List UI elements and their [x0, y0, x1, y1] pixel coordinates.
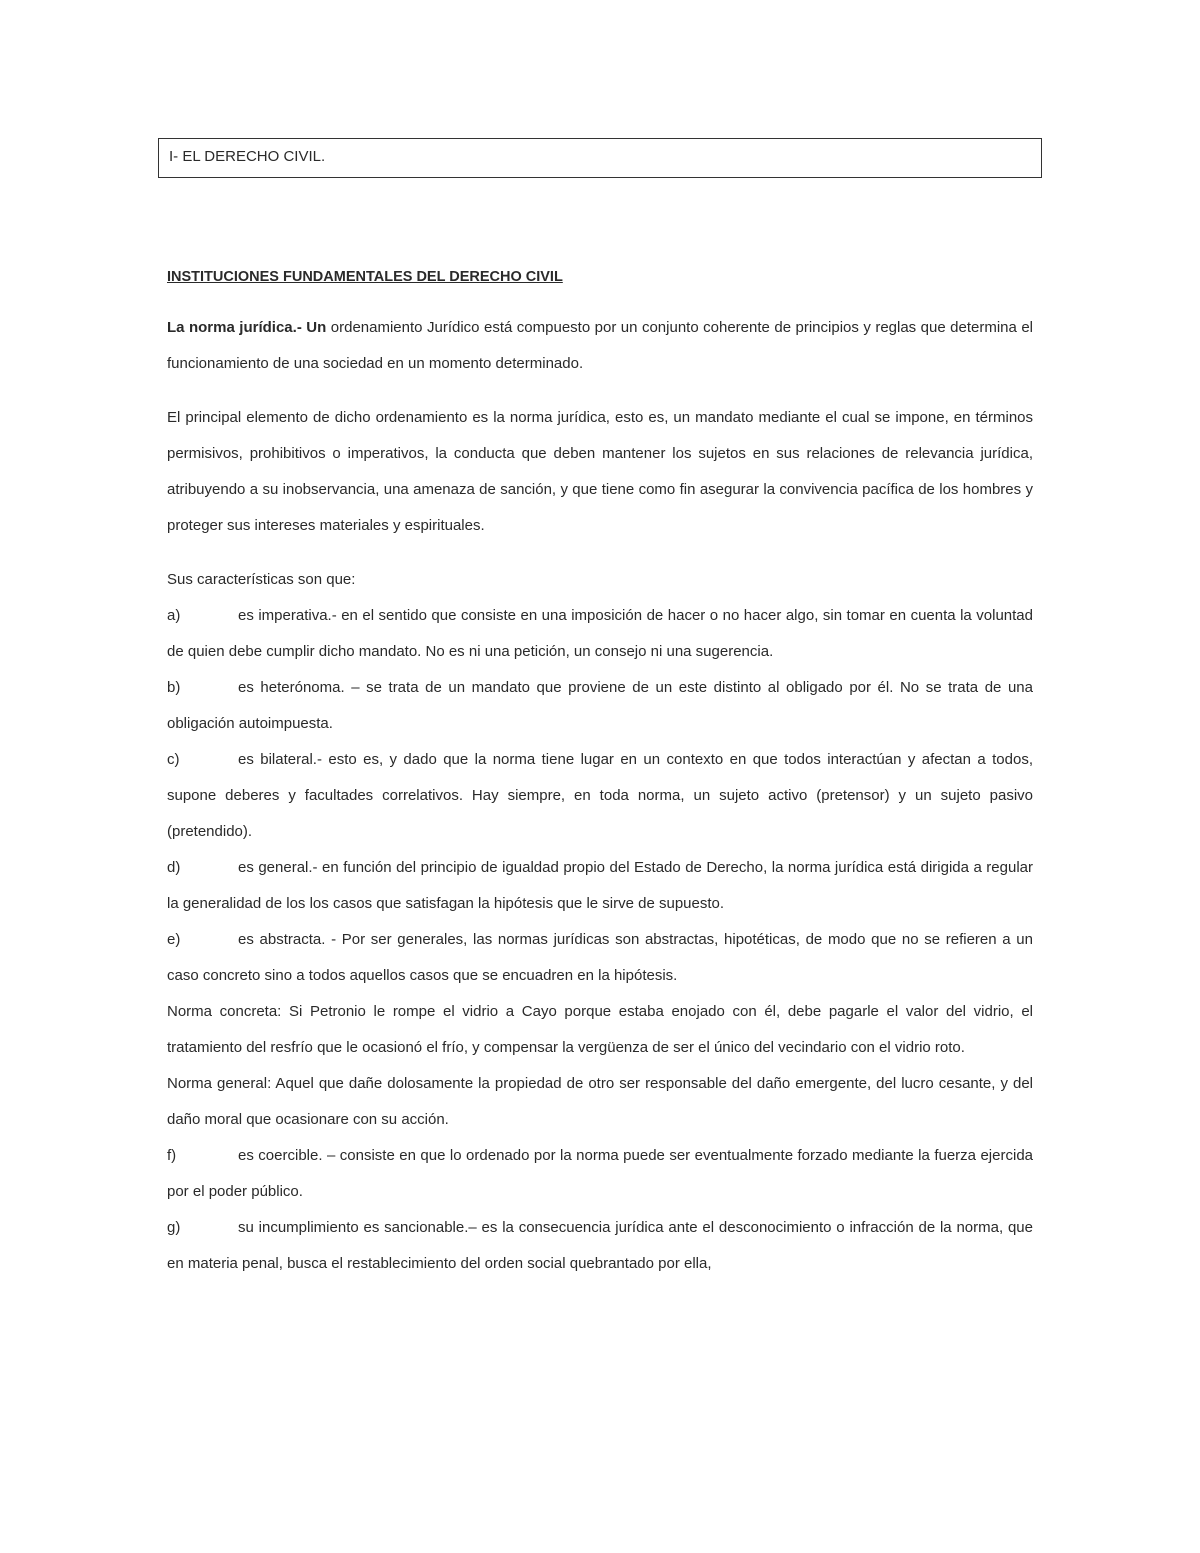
list-item-d: [167, 850, 1033, 922]
paragraph-lead: La norma jurídica.- Un: [167, 319, 327, 336]
list-item-f: [167, 1138, 1033, 1210]
paragraph-caracteristicas-intro: Sus características son que:: [167, 571, 356, 588]
list-item-text: es general.- en función del principio de igualdad propio del Estado de Derecho, la norma jurídica está dirigida a regular la generalidad de los los casos que satisfagan la hipótesis que le sirve de supuesto.: [167, 859, 1033, 912]
list-item-text: su incumplimiento es sancionable.– es la consecuencia jurídica ante el desconocimiento o infracción de la norma, que en materia penal, busca el restablecimiento del orden social quebrantado por ella,: [167, 1219, 1033, 1272]
list-marker: d): [167, 859, 181, 876]
list-marker: f): [167, 1147, 177, 1164]
list-marker: c): [167, 751, 180, 768]
paragraph-norma-juridica: [167, 310, 1033, 382]
list-marker: g): [167, 1219, 181, 1236]
section-title: INSTITUCIONES FUNDAMENTALES DEL DERECHO CIVIL: [167, 269, 563, 285]
list-item-g: [167, 1210, 1033, 1282]
list-item-a: [167, 598, 1033, 670]
list-item-text: es coercible. – consiste en que lo ordenado por la norma puede ser eventualmente forzado mediante la fuerza ejercida por el poder público.: [167, 1147, 1033, 1200]
paragraph-text: ordenamiento Jurídico está compuesto por un conjunto coherente de principios y reglas que determina el funcionamiento de una sociedad en un momento determinado.: [167, 319, 1034, 372]
list-item-c: [167, 742, 1033, 850]
list-marker: e): [167, 931, 181, 948]
list-item-text: es bilateral.- esto es, y dado que la norma tiene lugar en un contexto en que todos interactúan y afectan a todos, supone deberes y facultades correlativos. Hay siempre, en toda norma, un sujeto activo (pretensor) y un sujeto pasivo (pretendido).: [167, 751, 1033, 840]
chapter-header-text: I- EL DERECHO CIVIL.: [169, 148, 326, 165]
list-item-e: [167, 922, 1033, 994]
paragraph-elemento: El principal elemento de dicho ordenamiento es la norma jurídica, esto es, un mandato mediante el cual se impone, en términos permisivos, prohibitivos o imperativos, la conducta que deben mantener los sujetos en sus relaciones de relevancia jurídica, atribuyendo a su inobservancia, una amenaza de sanción, y que tiene como fin asegurar la convivencia pacífica de los hombres y proteger sus intereses materiales y espirituales.: [167, 409, 1033, 534]
list-marker: b): [167, 679, 181, 696]
list-marker: a): [167, 607, 181, 624]
chapter-header-box: [158, 138, 1042, 178]
example-norma-concreta: Norma concreta: Si Petronio le rompe el vidrio a Cayo porque estaba enojado con él, debe pagarle el valor del vidrio, el tratamiento del resfrío que le ocasionó el frío, y compensar la vergüenza de ser el único del vecindario con el vidrio roto.: [167, 1003, 1033, 1056]
list-item-text: es imperativa.- en el sentido que consiste en una imposición de hacer o no hacer algo, sin tomar en cuenta la voluntad de quien debe cumplir dicho mandato. No es ni una petición, un consejo ni una sugerencia.: [167, 607, 1033, 660]
example-norma-general: Norma general: Aquel que dañe dolosamente la propiedad de otro ser responsable del daño emergente, del lucro cesante, y del daño moral que ocasionare con su acción.: [167, 1075, 1033, 1128]
document-body: [167, 266, 1033, 1282]
list-item-b: [167, 670, 1033, 742]
list-item-text: es abstracta. - Por ser generales, las normas jurídicas son abstractas, hipotéticas, de modo que no se refieren a un caso concreto sino a todos aquellos casos que se encuadren en la hipótesis.: [167, 931, 1033, 984]
list-item-text: es heterónoma. – se trata de un mandato que proviene de un este distinto al obligado por él. No se trata de una obligación autoimpuesta.: [167, 679, 1033, 732]
